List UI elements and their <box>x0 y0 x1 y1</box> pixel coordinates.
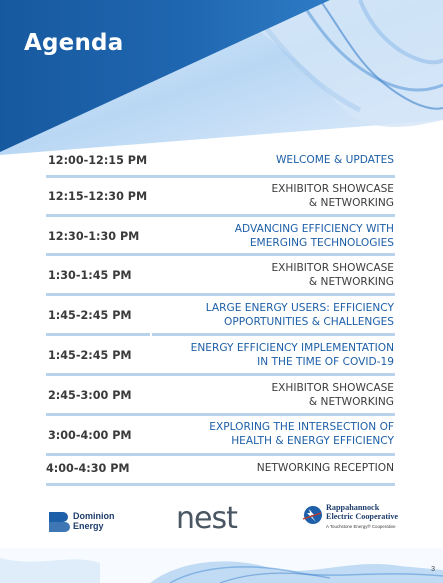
agenda-time: 1:45-2:45 PM <box>48 309 132 322</box>
agenda-session <box>271 382 394 409</box>
session-title-line2: & NETWORKING <box>308 196 394 209</box>
session-title-line2: HEALTH & ENERGY EFFICIENCY <box>231 434 394 447</box>
rappahannock-line1: Rappahannock <box>326 503 380 512</box>
agenda-time: 4:00-4:30 PM <box>46 462 130 475</box>
row-divider <box>152 333 395 336</box>
page-number: 3 <box>431 566 435 573</box>
agenda-time: 3:00-4:00 PM <box>48 429 132 442</box>
row-divider <box>46 293 395 296</box>
row-divider <box>46 253 395 256</box>
dominion-energy-logo <box>49 511 115 532</box>
agenda-session <box>271 262 394 289</box>
session-title-line1: EXPLORING THE INTERSECTION OF <box>209 421 394 433</box>
session-title-line1: EXHIBITOR SHOWCASE <box>271 262 394 274</box>
rappahannock-logo <box>303 503 398 529</box>
rappahannock-tagline: A Touchstone Energy® Cooperative <box>326 524 396 529</box>
session-title-line1: WELCOME & UPDATES <box>275 154 394 166</box>
session-title-line2: & NETWORKING <box>308 275 394 288</box>
session-title-line1: ENERGY EFFICIENCY IMPLEMENTATION <box>190 342 394 354</box>
page-title: Agenda <box>24 30 124 56</box>
row-divider <box>46 175 395 178</box>
agenda-time: 1:30-1:45 PM <box>48 269 132 282</box>
agenda-session <box>271 183 394 210</box>
agenda-session <box>276 154 394 168</box>
session-title-line1: EXHIBITOR SHOWCASE <box>271 382 394 394</box>
row-divider <box>46 333 150 336</box>
session-title-line2: EMERGING TECHNOLOGIES <box>249 236 394 249</box>
session-title-line1: LARGE ENERGY USERS: EFFICIENCY <box>205 302 394 314</box>
row-divider <box>46 214 395 217</box>
session-title-line1: ADVANCING EFFICIENCY WITH <box>234 223 394 235</box>
rappahannock-line2: Electric Cooperative <box>326 512 399 521</box>
nest-logo <box>176 501 238 536</box>
row-divider <box>46 373 395 376</box>
agenda-session <box>191 342 394 369</box>
agenda-time: 12:30-1:30 PM <box>48 230 140 243</box>
dominion-energy: Energy <box>73 521 104 531</box>
session-title-line1: NETWORKING RECEPTION <box>256 462 394 474</box>
agenda-session <box>206 302 394 329</box>
nest-wordmark: nest <box>176 501 237 536</box>
sponsor-logos <box>0 495 443 545</box>
agenda-time: 12:15-12:30 PM <box>48 190 148 203</box>
session-title-line1: EXHIBITOR SHOWCASE <box>271 183 394 195</box>
dominion-name: Dominion <box>73 511 115 521</box>
session-title-line2: OPPORTUNITIES & CHALLENGES <box>224 315 394 328</box>
agenda-session <box>209 421 394 448</box>
row-divider <box>46 453 395 456</box>
footer-background <box>0 548 443 583</box>
session-title-line2: & NETWORKING <box>308 395 394 408</box>
agenda-session <box>257 462 394 476</box>
agenda-time: 1:45-2:45 PM <box>48 349 132 362</box>
row-divider <box>46 483 395 486</box>
session-title-line2: IN THE TIME OF COVID-19 <box>257 355 394 368</box>
agenda-session <box>235 223 394 250</box>
agenda-time: 2:45-3:00 PM <box>48 389 132 402</box>
agenda-time: 12:00-12:15 PM <box>48 154 148 167</box>
row-divider <box>46 413 395 416</box>
